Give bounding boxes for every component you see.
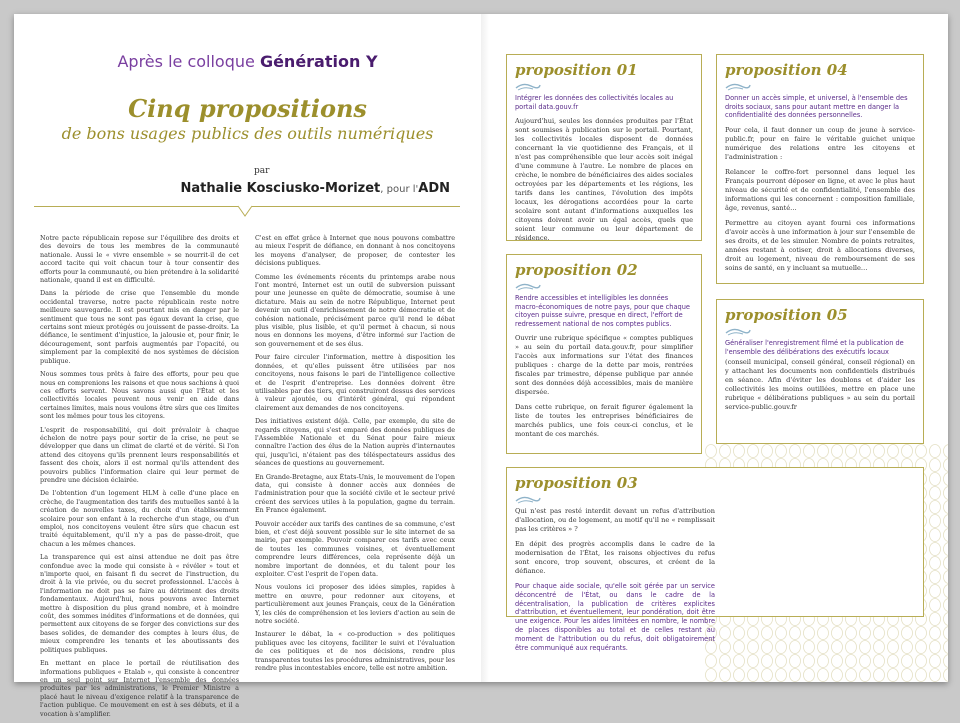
proposition-01-lead: Intégrer les données des collectivités locales au portail data.gouv.fr [515,94,674,111]
proposition-05-lead: Généraliser l'enregistrement filmé et la publication de l'ensemble des délibérations des exécutifs locaux [725,339,904,356]
article-paragraph: En mettant en place le portail de réutilisation des informations publiques « Etalab », qui consiste à concentrer en un seul point sur Internet l'ensemble des données produites par les administrations, le Premier Ministre a placé haut le niveau d'exigence relatif à la transparence de l'action publique. Ce mouvement en est à ses débuts, et il a vocation à s'amplifier. [40,659,239,718]
proposition-paragraph: En dépit des progrès accomplis dans le cadre de la modernisation de l'État, les raisons objectives du refus sont encore, trop souvent, obscures, et créent de la défiance. [515,540,715,575]
proposition-03-box [506,467,924,652]
proposition-03-content [515,474,715,652]
swirl-icon [515,82,541,92]
proposition-paragraph: (conseil municipal, conseil général, conseil régional) en y attachant les documents non confidentiels distribués en séance. Afin d'éviter les doublons et d'aider les collectivités les moins outillées, mettre en place une rubrique « délibérations publiques » au sein du portail service-public.gouv.fr [725,358,915,412]
divider-left [34,206,238,207]
byline-par: par [254,166,270,176]
proposition-paragraph: Qui n'est pas resté interdit devant un refus d'attribution d'allocation, ou de logement, au motif qu'il ne « remplissait pas les critères » ? [515,507,715,533]
article-paragraph: Nous sommes tous prêts à faire des efforts, pour peu que nous en comprenions les raisons et que nous sachions à quoi ces efforts servent. Nous savons aussi que l'État et les collectivités locales peuvent nous venir en aide dans certaines limites, mais nous voulons être sûrs que ces limites sont les mêmes pour tous les citoyens. [40,370,239,421]
kicker-prefix: Après le colloque [117,52,255,71]
proposition-02-body [515,334,693,439]
proposition-paragraph: Pour cela, il faut donner un coup de jeune à service-public.fr, pour en faire le véritable guichet unique numérique des relations entre les citoyens et l'administration : [725,125,915,161]
swirl-icon [515,282,541,292]
article-column-2 [255,234,455,678]
proposition-paragraph: Permettre au citoyen ayant fourni ces informations d'avoir accès à une information à jour sur l'ensemble de ses droits, et de les simuler. Nombre de points retraites, années restant à cotiser, droit à allocations diverses, droit au logement, niveau de remboursement de ses soins de santé, en y incluant sa mutuelle… [725,218,915,272]
chevron-down-icon [238,206,252,220]
proposition-01-body [515,117,693,243]
proposition-paragraph: Ouvrir une rubrique spécifique « comptes publiques » au sein du portail data.gouv.fr, pour simplifier l'accès aux informations sur l'état des finances publiques : charge de la dette par mois, rentrées fiscales par trimestre, dépense publique par année sont des données déjà accessibles, mais de manière dispersée. [515,334,693,397]
proposition-04-box [716,54,924,284]
swirl-icon [515,495,541,505]
article-paragraph: En Grande-Bretagne, aux États-Unis, le mouvement de l'open data, qui consiste à donner accès aux données de l'administration pour que la société civile et le secteur privé créent des services utiles à la population, gagne du terrain. En France également. [255,472,455,515]
swirl-icon [725,327,751,337]
divider-right [252,206,460,207]
page-title: Cinq propositions [128,94,367,123]
article-paragraph: Dans la période de crise que l'ensemble du monde occidental traverse, notre pacte républicain reste notre meilleure sauvegarde. Il est pourtant mis en danger par le sentiment que tous ne sont pas égaux devant la crise, que certains sont mieux protégés ou jouissent de passe-droits. La défiance, le sentiment d'injustice, la jalousie et, pour finir, le découragement, sont parfois augmentés par l'opacité, ou simplement par la complexité de nos systèmes de décision publique. [40,289,239,365]
article-paragraph: Nous voulons ici proposer des idées simples, rapides à mettre en œuvre, pour redonner aux citoyens, et particulièrement aux jeunes Français, ceux de la Génération Y, les clés de compréhension et les leviers d'action au sein de notre société. [255,583,455,626]
article-column-1 [40,234,239,723]
byline-for: , pour l' [380,184,419,195]
org-name: ADN [418,181,450,196]
kicker [14,52,481,71]
article-paragraph: Pour faire circuler l'information, mettre à disposition les données, et qu'elles puissent être utilisées par nos concitoyens, nous faisons le pari de l'intelligence collective et de l'esprit d'entreprise. Les données doivent être utilisables par des tiers, qui construiront dessus des services à valeur ajoutée, ou d'intérêt général, qui répondent clairement aux demandes de nos concitoyens. [255,353,455,412]
proposition-05-heading: proposition 05 [725,306,848,324]
proposition-02-box [506,254,702,454]
kicker-event: Génération Y [259,52,378,71]
swirl-icon [725,82,751,92]
proposition-03-body [515,507,715,652]
proposition-03-highlight: Pour chaque aide sociale, qu'elle soit gérée par un service déconcentré de l'État, ou dans le cadre de la décentralisation, la publication de critères explicites d'attribution, et éventuellement, leur pondération, doit être une exigence. Pour les aides limitées en nombre, le nombre de places disponibles au total et de celles restant au moment de l'attribution ou du refus, doit obligatoirement être communiqué aux requérants. [515,582,715,652]
proposition-01-box [506,54,702,241]
author-name: Nathalie Kosciusko-Morizet [180,181,381,196]
proposition-05-box [716,299,924,444]
page-fold [481,14,489,682]
proposition-04-lead: Donner un accès simple, et universel, à l'ensemble des droits sociaux, sans pour autant mettre en danger la confidentialité des données personnelles. [725,94,908,120]
proposition-paragraph: Dans cette rubrique, on ferait figurer également la liste de toutes les entreprises bénéficiaires de marchés publics, une fois ceux-ci conclus, et le montant de ces marchés. [515,403,693,439]
proposition-04-body [725,126,915,273]
magazine-spread [14,14,948,718]
proposition-01-heading: proposition 01 [515,61,638,79]
article-paragraph: C'est en effet grâce à Internet que nous pouvons combattre au mieux l'esprit de défiance, en donnant à nos concitoyens les moyens d'analyser, de proposer, de contester les décisions publiques. [255,234,455,268]
article-paragraph: Des initiatives existent déjà. Celle, par exemple, du site de regards citoyens, qui s'est emparé des données publiques de l'Assemblée Nationale et du Sénat pour faire mieux connaître l'action des élus de la Nation auprès d'internautes qui, jusqu'ici, n'étaient pas des téléspectateurs assidus des séances de questions au gouvernement. [255,417,455,468]
proposition-02-lead: Rendre accessibles et intelligibles les données macro-économiques de notre pays, pour que chaque citoyen puisse suivre, presque en direct, l'effort de redressement national de nos comptes publics. [515,294,690,328]
page-subtitle: de bons usages publics des outils numériques [61,124,434,143]
article-paragraph: La transparence qui est ainsi attendue ne doit pas être confondue avec la mode qui consiste à « révéler » tout et n'importe quoi, en faisant fi du secret de l'instruction, du droit à la vie privée, ou du secret professionnel. L'accès à l'information ne doit pas se faire au détriment des droits fondamentaux. Aujourd'hui, nous pouvons avec Internet mettre à disposition du plus grand nombre, et à moindre coût, des sommes inédites d'informations et de données, qui permettent aux citoyens de se forger des convictions sur des bases solides, de demander des comptes à leurs élus, de mieux comprendre les tenants et les aboutissants des politiques publiques. [40,553,239,654]
article-paragraph: L'esprit de responsabilité, qui doit prévaloir à chaque échelon de notre pays pour sortir de la crise, ne peut se développer que dans un climat de clarté et de vérité. Si l'on attend des citoyens qu'ils prennent leurs responsabilités et fassent des choix, alors il est normal qu'ils attendent des pouvoirs publics l'information claire qui leur permet de prendre une décision éclairée. [40,425,239,484]
article-paragraph: Comme les événements récents du printemps arabe nous l'ont montré, Internet est un outil de subversion puissant pour une jeunesse en quête de démocratie, soumise à une dictature. Mais au sein de notre République, Internet peut devenir un outil d'enrichissement de notre démocratie et de cohésion nationale, précisément parce qu'il rend le débat plus visible, plus lisible, et qu'il permet à chacun, si nous nous en donnons les moyens, d'être informé sur l'action de son gouvernement et de ses élus. [255,272,455,348]
proposition-04-heading: proposition 04 [725,61,848,79]
proposition-paragraph: Aujourd'hui, seules les données produites par l'État sont soumises à publication sur le portail. Pourtant, les collectivités locales disposent de données concernant la vie quotidienne des Français, et il n'est pas compréhensible que leur accès soit inégal d'une commune à l'autre. Le nombre de places en crèche, le nombre de bénéficiaires des aides sociales octroyées par les départements et les régions, les tarifs dans les cantines, l'évolution des impôts locaux, les dérogations accordées pour la carte scolaire sont autant d'informations auxquelles les citoyens doivent avoir un égal accès, quels que soient leur commune ou leur département de résidence. [515,117,693,243]
article-paragraph: Pouvoir accéder aux tarifs des cantines de sa commune, c'est bien, et c'est déjà souvent possible sur le site internet de sa mairie, par exemple. Pouvoir comparer ces tarifs avec ceux de toutes les communes voisines, et éventuellement comprendre leurs différences, cela représente déjà un nombre important de données, et du talent pour les exploiter. C'est l'esprit de l'open data. [255,519,455,579]
article-paragraph: Notre pacte républicain repose sur l'équilibre des droits et des devoirs de tous les membres de la communauté nationale. Aussi le « vivre ensemble » se nourrit-il de cet accord tacite qui voit chacun tour à tour consentir des efforts pour la communauté, ou bien prétendre à la solidarité nationale, quand il est en difficulté. [40,234,239,285]
proposition-05-body [725,358,915,412]
proposition-03-heading: proposition 03 [515,474,638,492]
proposition-paragraph: Relancer le coffre-fort personnel dans lequel les Français pourront déposer en ligne, et avec le plus haut niveau de sécurité et de confidentialité, l'ensemble des informations qui les concernent : composition familiale, âge, revenus, santé… [725,167,915,212]
article-paragraph: De l'obtention d'un logement HLM à celle d'une place en crèche, de l'augmentation des tarifs des mutuelles santé à la création de nouvelles taxes, du choix d'un établissement scolaire pour son enfant à la recherche d'un stage, ou d'un emploi, nos concitoyens veulent être sûrs que chacun est traité équitablement, qu'il n'y a pas de passe-droit, que chacun a les mêmes chances. [40,489,239,548]
article-paragraph: Instaurer le débat, la « co-production » des politiques publiques avec les citoyens, faciliter le suivi et l'évaluation de ces politiques et de nos décisions, rendre plus transparentes toutes les procédures administratives, pour les rendre plus incontestables encore, telle est notre ambition. [255,630,455,673]
proposition-02-heading: proposition 02 [515,261,638,279]
byline [34,180,450,196]
